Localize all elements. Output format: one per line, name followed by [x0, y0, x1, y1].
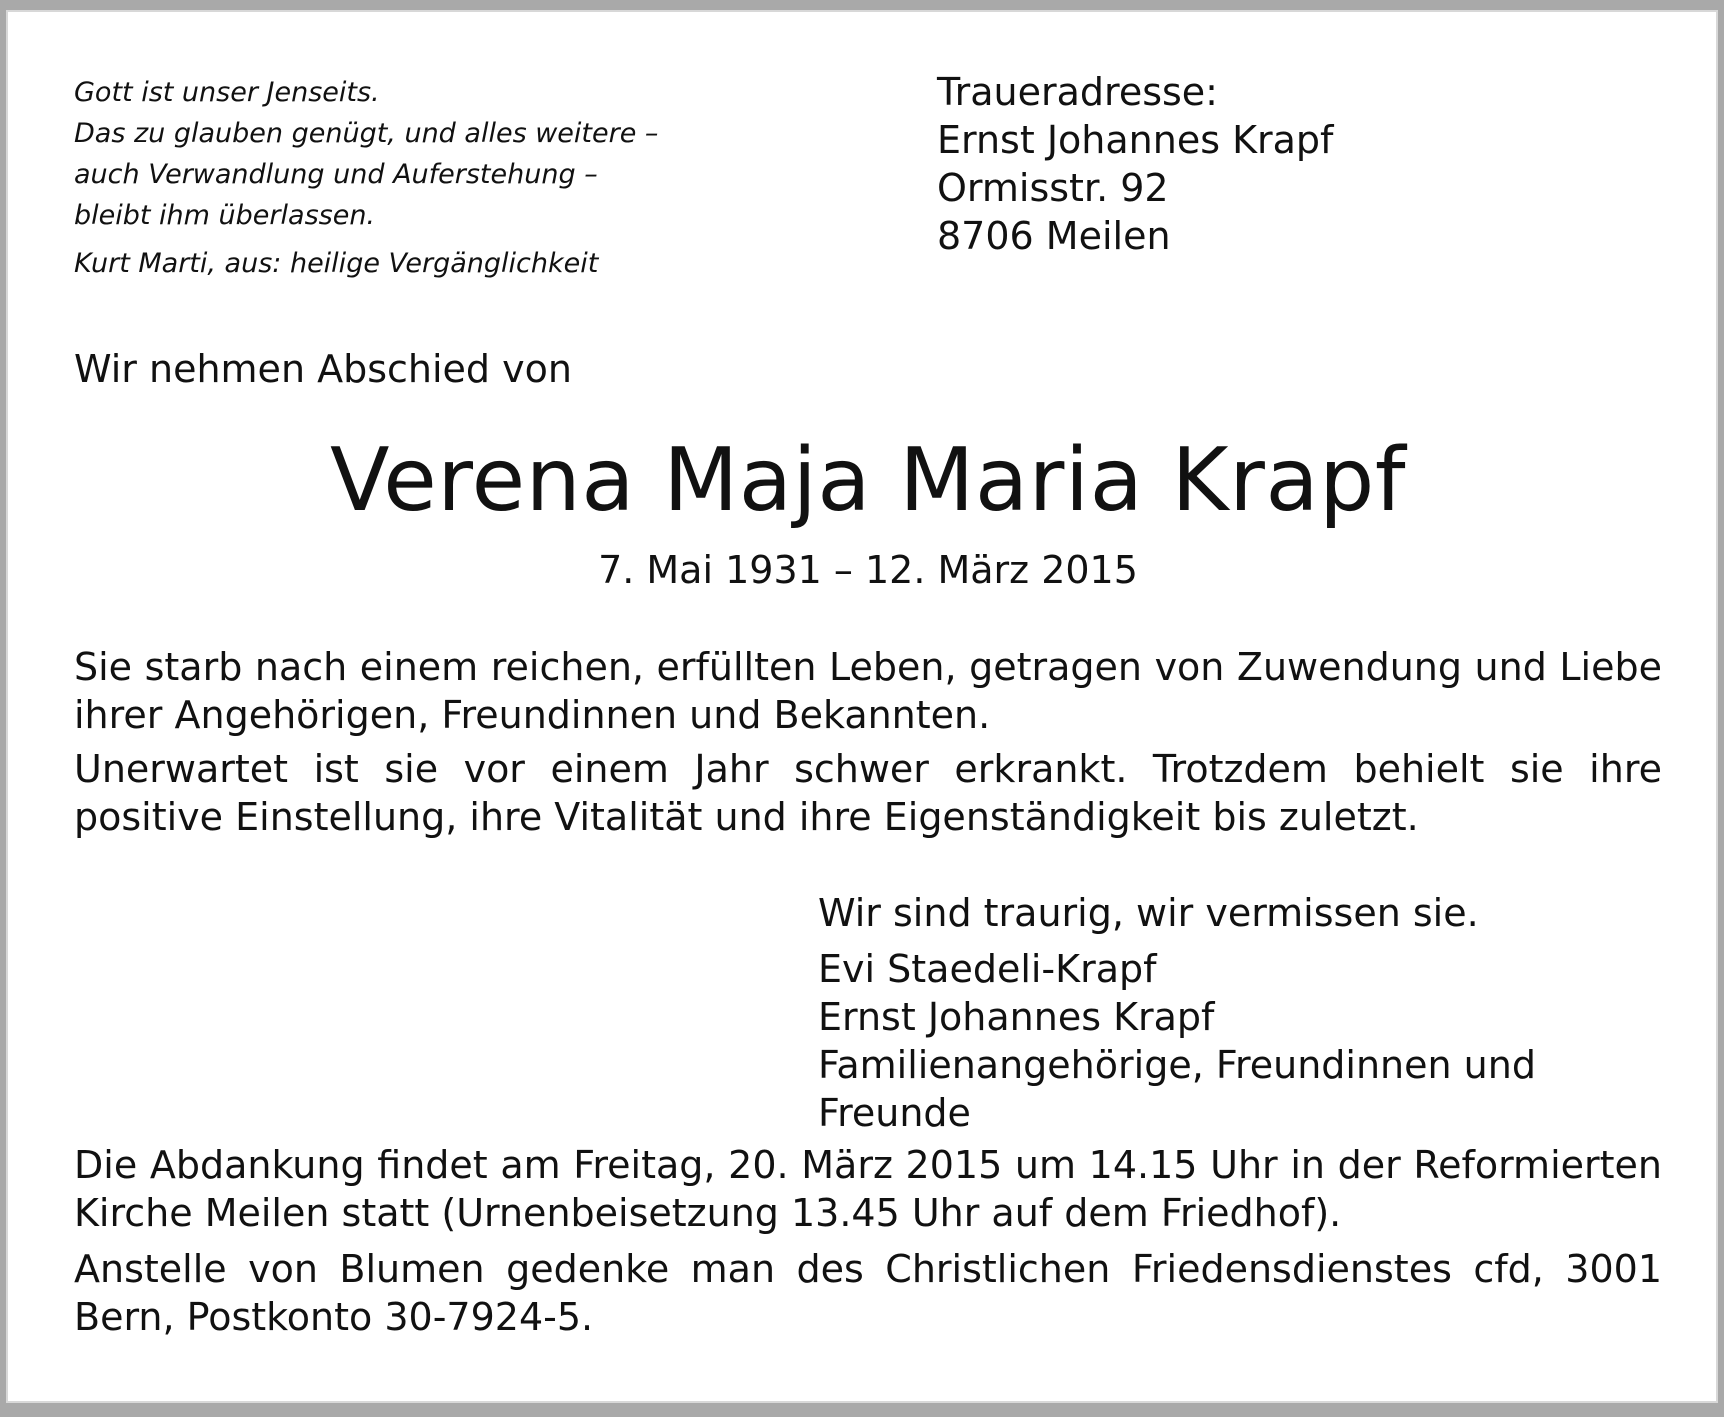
mourner-name: Evi Staedeli-Krapf — [818, 947, 1157, 991]
address-label: Traueradresse: — [937, 70, 1218, 114]
quote-line: Gott ist unser Jenseits. — [74, 77, 380, 108]
mourner-name: Familienangehörige, Freundinnen und Freunde — [818, 1043, 1536, 1135]
signoff-lead: Wir sind traurig, wir vermissen sie. — [818, 891, 1479, 935]
quote-source: Kurt Marti, aus: heilige Vergänglichkeit — [74, 248, 599, 279]
life-dates: 7. Mai 1931 – 12. März 2015 — [598, 548, 1138, 592]
quote-line: bleibt ihm überlassen. — [74, 200, 376, 231]
body-paragraph: Unerwartet ist sie vor einem Jahr schwer erkrankt. Trotzdem behielt sie ihre positive Einstellung, ihre Vitalität und ihre Eigenständigkeit bis zuletzt. — [74, 747, 1662, 839]
mourner-name: Ernst Johannes Krapf — [818, 995, 1215, 1039]
body-paragraph: Sie starb nach einem reichen, erfüllten Leben, getragen von Zuwendung und Liebe ihrer Angehörigen, Freundinnen und Bekannten. — [74, 645, 1662, 737]
donation-paragraph: Anstelle von Blumen gedenke man des Christlichen Friedensdienstes cfd, 3001 Bern, Postkonto 30-7924-5. — [74, 1247, 1662, 1339]
address-name: Ernst Johannes Krapf — [937, 118, 1334, 162]
farewell-intro: Wir nehmen Abschied von — [74, 347, 572, 391]
service-paragraph: Die Abdankung findet am Freitag, 20. März 2015 um 14.15 Uhr in der Reformierten Kirche Meilen statt (Urnenbeisetzung 13.45 Uhr auf dem Friedhof). — [74, 1143, 1662, 1235]
obituary-body — [74, 643, 1662, 847]
epigraph-quote — [74, 72, 714, 284]
quote-line: Das zu glauben genügt, und alles weitere – — [74, 118, 659, 149]
address-street: Ormisstr. 92 — [937, 166, 1169, 210]
mourning-address — [937, 68, 1457, 260]
deceased-name: Verena Maja Maria Krapf — [329, 429, 1407, 531]
service-details — [74, 1141, 1662, 1349]
address-city: 8706 Meilen — [937, 214, 1171, 258]
quote-line: auch Verwandlung und Auferstehung – — [74, 159, 598, 190]
mourners-signoff — [818, 889, 1678, 1137]
